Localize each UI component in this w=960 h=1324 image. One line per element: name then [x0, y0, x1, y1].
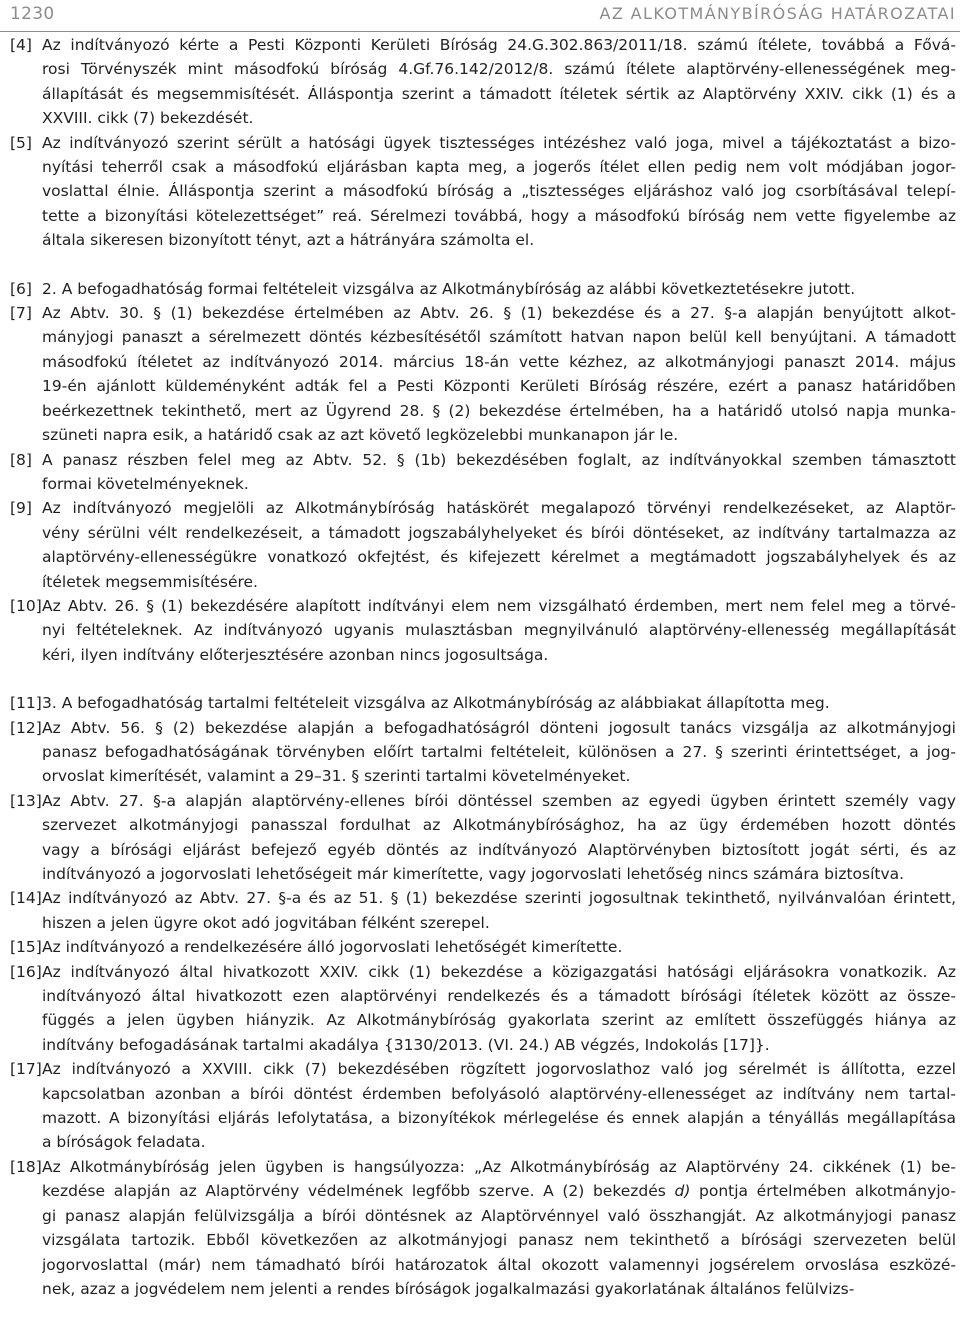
paragraph-number: [16] [10, 962, 42, 981]
page-number: 1230 [10, 4, 55, 24]
paragraph-line: Az indítványozó szerint sérült a hatósági ügyek tisztességes intézéshez való joga, mivel a tájékoztatást a bizo- [42, 133, 956, 152]
paragraph-line: orvoslat kimerítését, valamint a 29–31. § szerinti tartalmi követelményeket. [42, 767, 631, 786]
paragraph-line: Az Abtv. 26. § (1) bekezdésére alapított indítványi elem nem vizsgálható érdemben, mert nem felel meg a törvé- [42, 596, 956, 615]
paragraph-line: Az indítványozó az Abtv. 27. §-a és az 51. § (1) bekezdése szerinti jogosultnak tekinthető, nyilvánvalóan érintett, [42, 889, 956, 908]
paragraph-line: XXVIII. cikk (7) bekezdését. [42, 109, 254, 128]
paragraph [0, 960, 960, 1058]
paragraph-number: [9] [10, 499, 32, 518]
paragraph-line: jogorvoslattal (már) nem támadható bírói határozatok által okozott valamennyi jogsérelem orvoslása eszközé- [42, 1255, 956, 1274]
paragraph-line: ítéletek megsemmisítésére. [42, 572, 258, 591]
paragraph-line: Az Abtv. 56. § (2) bekezdése alapján a befogadhatóságról dönteni jogosult tanács vizsgálja az alkotmányjogi [42, 718, 956, 737]
paragraph-line: a bíróságok feladata. [42, 1133, 206, 1152]
paragraph-number: [10] [10, 596, 42, 615]
paragraph-line: kezdése alapján az Alaptörvény védelmének legfőbb szerve. A (2) bekezdés d) pontja értelmében alkotmányjo- [42, 1182, 956, 1201]
paragraph-line: 2. A befogadhatóság formai feltételeit vizsgálva az Alkotmánybíróság az alábbi következtetésekre jutott. [42, 279, 856, 298]
paragraph-line: vény sérülni vélt rendelkezéseit, a támadott jogszabályhelyeket és bírói döntéseket, az indítvány tartalmazza az [42, 523, 956, 542]
paragraph-line: beérkezettnek tekinthető, mert az Ügyrend 28. § (2) bekezdése értelmében, ha a határidő utolsó napja munka- [42, 401, 956, 420]
paragraph-number: [13] [10, 791, 42, 810]
paragraph-line: nyi feltételeknek. Az indítványozó ugyanis mulasztásban megnyilvánuló alaptörvény-ellenesség megállapítását [42, 621, 956, 640]
paragraph-line: Az Abtv. 30. § (1) bekezdése értelmében az Abtv. 26. § (1) bekezdése és a 27. §-a alapján benyújtott alkot- [42, 304, 956, 323]
paragraph-line: állapítását és megsemmisítését. Álláspontja szerint a támadott ítéletek sértik az Alaptörvény XXIV. cikk (1) és a [42, 84, 956, 103]
document-body [0, 33, 960, 1301]
paragraph-number: [17] [10, 1060, 42, 1079]
paragraph-number: [18] [10, 1157, 42, 1176]
paragraph [0, 448, 960, 497]
paragraph-number: [12] [10, 718, 42, 737]
paragraph-line: indítványozó által hivatkozott ezen alaptörvényi rendelkezés és a támadott bírósági ítéletek között az össze- [42, 987, 956, 1006]
paragraph-number: [4] [10, 36, 32, 54]
paragraph-line: nek, azaz a jogvédelem nem jelenti a rendes bíróságok jogalkalmazási gyakorlatának általános felülvizs- [42, 1279, 855, 1298]
paragraph [0, 1155, 960, 1301]
paragraph-line: szervezet alkotmányjogi panasszal fordulhat az Alkotmánybírósághoz, ha az ügy érdemében hozott döntés [42, 816, 956, 835]
paragraph-line: függés a jelen ügyben hiányzik. Az Alkotmánybíróság gyakorlata szerint az említett összefüggés hiánya az [42, 1011, 956, 1030]
paragraph-line: kapcsolatban azonban a bírói döntést érdemben befolyásoló alaptörvény-ellenességet az indítvány nem tartal- [42, 1084, 956, 1103]
paragraph [0, 886, 960, 935]
paragraph-line: Az Abtv. 27. §-a alapján alaptörvény-ellenes bírói döntéssel szemben az egyedi ügyben érintett személy vagy [42, 791, 956, 810]
paragraph-line: mányjogi panaszt a sérelmezett döntés kézbesítésétől számított hatvan napon belül kell benyújtani. A támadott [42, 328, 956, 347]
paragraph-line: nyítási teherről csak a másodfokú eljárásban kapta meg, a jogerős ítélet ellen pedig nem volt módjában jogor- [42, 158, 956, 177]
paragraph-number: [7] [10, 304, 32, 323]
paragraph-line: Az indítványozó kérte a Pesti Központi Kerületi Bíróság 24.G.302.863/2011/18. számú ítélete, továbbá a Fővá- [42, 36, 956, 54]
paragraph-line: panasz befogadhatóságának törvényben előírt tartalmi feltételeit, különösen a 27. § szerinti érintettséget, a jog- [42, 742, 956, 761]
paragraph-line: Az indítványozó megjelöli az Alkotmánybíróság hatáskörét megalapozó törvényi rendelkezéseket, az Alaptör- [42, 499, 956, 518]
paragraph-line: vagy a bírósági eljárást befejező egyéb döntés az indítványozó Alaptörvényben biztosított jogát sérti, és az [42, 840, 956, 859]
paragraph-line: Az indítványozó a rendelkezésére álló jogorvoslati lehetőségét kimerítette. [42, 938, 623, 957]
paragraph [0, 277, 960, 301]
page-header [0, 0, 960, 32]
paragraph [0, 131, 960, 253]
paragraph-line: gi panasz alapján felülvizsgálja a bírói döntésnek az Alaptörvénnyel való összhangját. Az alkotmányjogi panasz [42, 1206, 956, 1225]
paragraph-line: mazott. A bizonyítási eljárás lefolytatása, a bizonyítékok mérlegelése és ennek alapján a tényállás megállapítása [42, 1109, 956, 1128]
paragraph-line: voslattal élnie. Álláspontja szerint a másodfokú bíróság a „tisztességes eljáráshoz való jog csorbításával telepí- [42, 182, 956, 201]
paragraph-line: általa sikeresen bizonyított tényt, azt a hátrányára számolta el. [42, 231, 535, 250]
paragraph [0, 1057, 960, 1155]
paragraph-number: [15] [10, 938, 42, 957]
paragraph-line: A panasz részben felel meg az Abtv. 52. § (1b) bekezdésében foglalt, az indítványokkal szemben támasztott [42, 450, 956, 469]
paragraph-line: Az indítványozó a XXVIII. cikk (7) bekezdésében rögzített jogorvoslathoz való jog sérelmét is állította, ezzel [42, 1060, 956, 1079]
paragraph-line: 3. A befogadhatóság tartalmi feltételeit vizsgálva az Alkotmánybíróság az alábbiakat állapította meg. [42, 694, 830, 713]
paragraph-number: [5] [10, 133, 32, 152]
paragraph [0, 789, 960, 887]
paragraph-number: [14] [10, 889, 42, 908]
paragraph [0, 594, 960, 667]
paragraph-line: kéri, ilyen indítvány előterjesztésére azonban nincs jogosultsága. [42, 645, 549, 664]
paragraph-line: tette a bizonyítási kötelezettséget” reá. Sérelmezi továbbá, hogy a másodfokú bíróság nem vette figyelembe az [42, 206, 956, 225]
paragraph [0, 33, 960, 131]
paragraph-line: Az indítványozó által hivatkozott XXIV. cikk (1) bekezdése a közigazgatási hatósági eljárásokra vonatkozik. Az [42, 962, 956, 981]
paragraph [0, 716, 960, 789]
paragraph-line: 19-én ajánlott küldeményként adták fel a Pesti Központi Kerületi Bíróság részére, ezért a panasz határidőben [42, 377, 956, 396]
paragraph-line: szüneti napra esik, a határidő csak az azt követő legközelebbi munkanapon jár le. [42, 426, 679, 445]
paragraph-line: hiszen a jelen ügyre okot adó jogvitában félként szerepel. [42, 913, 490, 932]
paragraph-line: rosi Törvényszék mint másodfokú bíróság 4.Gf.76.142/2012/8. számú ítélete alaptörvény-ellenességének meg- [42, 60, 956, 79]
paragraph-line: alaptörvény-ellenességükre vonatkozó okfejtést, és kifejezett kérelmet a megtámadott jogszabályhelyek és az [42, 548, 956, 567]
paragraph [0, 301, 960, 447]
paragraph-line: indítvány befogadásának tartalmi akadálya {3130/2013. (VI. 24.) AB végzés, Indokolás [17]}. [42, 1035, 770, 1054]
paragraph-line: másodfokú ítéletet az indítványozó 2014. március 18-án vette kézhez, az alkotmányjogi panaszt 2014. május [42, 352, 956, 371]
paragraph [0, 691, 960, 715]
paragraph-line: vizsgálata tartozik. Ebből következően az alkotmányjogi panasz nem tekinthető a bírósági szervezeten belül [42, 1231, 956, 1250]
paragraph-line: Az Alkotmánybíróság jelen ügyben is hangsúlyozza: „Az Alkotmánybíróság az Alaptörvény 24. cikkének (1) be- [42, 1157, 956, 1176]
paragraph [0, 935, 960, 959]
paragraph [0, 496, 960, 594]
paragraph-number: [6] [10, 279, 32, 298]
paragraph-number: [11] [10, 694, 42, 713]
running-title: AZ ALKOTMÁNYBÍRÓSÁG HATÁROZATAI [599, 4, 956, 23]
paragraph-number: [8] [10, 450, 32, 469]
paragraph-line: formai követelményeknek. [42, 474, 249, 493]
paragraph-line: indítványozó a jogorvoslati lehetőségeit már kimerítette, vagy jogorvoslati lehetőség nincs számára biztosítva. [42, 865, 905, 883]
